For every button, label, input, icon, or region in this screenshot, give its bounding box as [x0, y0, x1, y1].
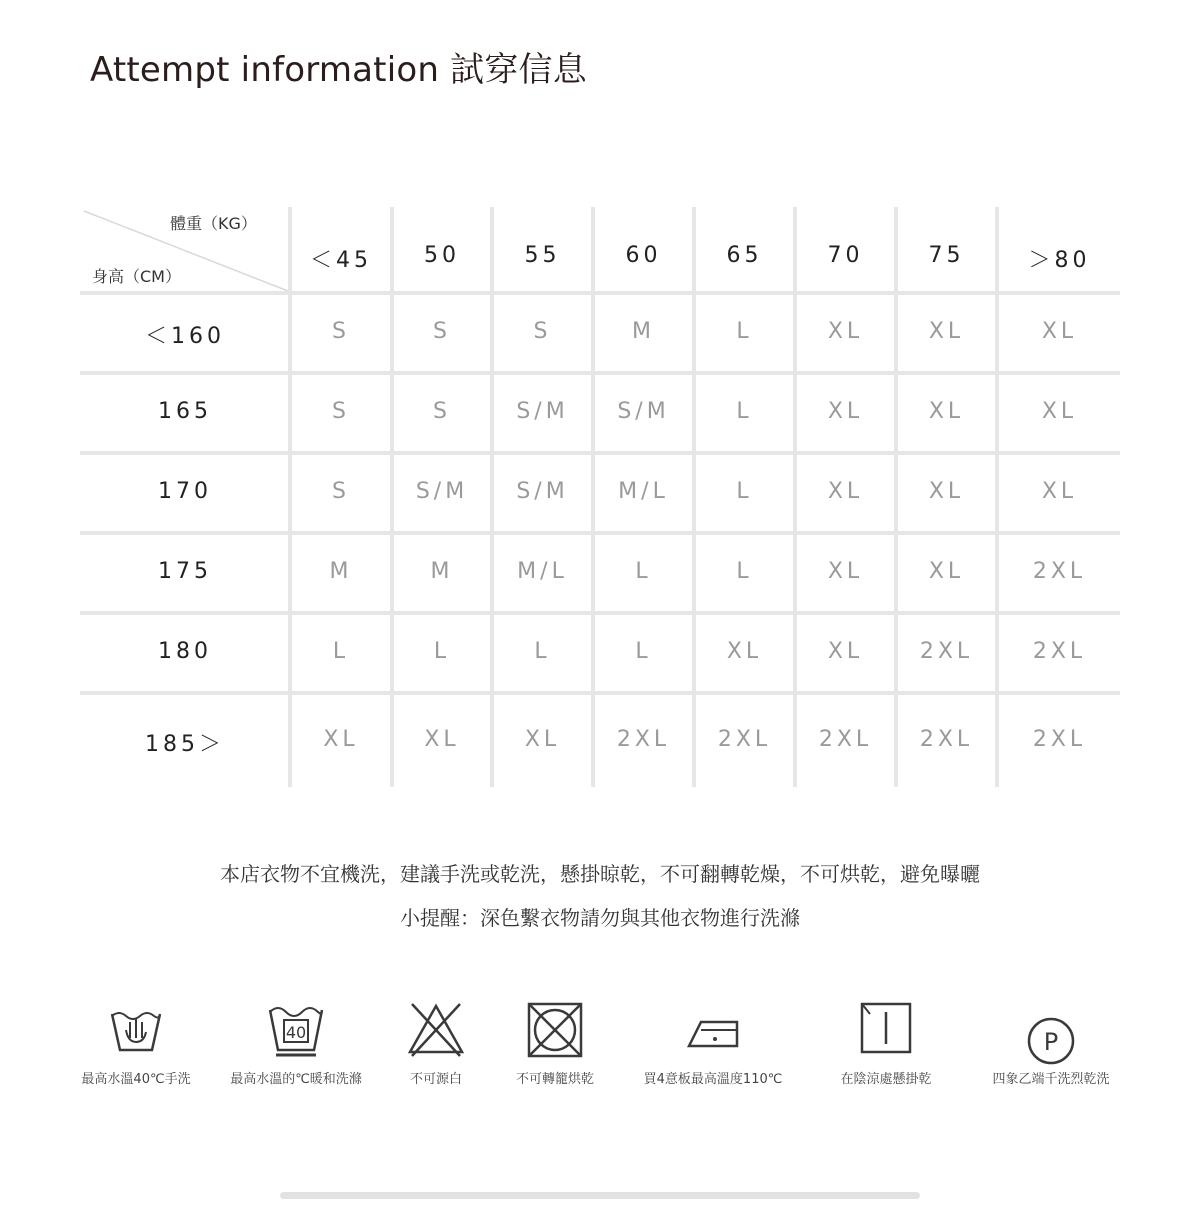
size-chart-table: [80, 207, 1120, 787]
weight-header: 65: [726, 243, 763, 268]
height-row-header: 175: [158, 559, 212, 584]
size-cell: L: [635, 639, 652, 664]
care-symbol-label: 最高水溫40℃手洗: [81, 1072, 191, 1087]
size-cell: 2XL: [717, 727, 772, 752]
size-cell: 2XL: [1032, 727, 1087, 752]
size-cell: L: [534, 639, 551, 664]
size-cell: M/L: [517, 559, 568, 584]
column-divider: [995, 207, 999, 787]
weight-header: 70: [827, 243, 864, 268]
weight-header: ＞80: [1028, 248, 1091, 273]
row-divider: [80, 451, 1120, 455]
size-cell: L: [433, 639, 451, 664]
size-cell: S/M: [516, 399, 569, 424]
size-cell: XL: [827, 479, 864, 504]
size-cell: 2XL: [919, 639, 974, 664]
size-cell: L: [736, 399, 753, 424]
care-symbol-label: 不可源白: [409, 1072, 463, 1087]
size-cell: M: [430, 559, 454, 584]
size-cell: XL: [928, 479, 965, 504]
weight-header: 75: [928, 243, 965, 268]
care-symbol-label: 在陰涼處懸掛乾: [840, 1072, 932, 1087]
size-cell: M: [632, 319, 655, 344]
column-divider: [692, 207, 696, 787]
size-cell: L: [736, 319, 753, 344]
care-symbol-label: 最高水溫的℃暖和洗滌: [230, 1072, 362, 1087]
size-cell: M/L: [618, 479, 669, 504]
weight-axis-label: 體重（KG）: [170, 214, 257, 233]
row-divider: [80, 371, 1120, 375]
column-divider: [591, 207, 595, 787]
size-cell: S: [332, 319, 350, 344]
page-title: Attempt information 試穿信息: [90, 50, 587, 90]
size-cell: XL: [726, 639, 763, 664]
hand-wash-icon: [104, 1002, 168, 1062]
height-row-header: 185＞: [145, 732, 225, 757]
size-cell: XL: [827, 639, 864, 664]
size-cell: S: [332, 399, 350, 424]
size-cell: L: [635, 559, 652, 584]
svg-text:40: 40: [285, 1023, 307, 1042]
iron-icon: [681, 1012, 745, 1056]
column-divider: [390, 207, 394, 787]
size-cell: L: [736, 559, 753, 584]
no-bleach-icon: [404, 1000, 468, 1062]
size-cell: S: [332, 479, 350, 504]
wash-40-icon: [264, 1000, 328, 1062]
care-symbol-label: 不可轉籠烘乾: [515, 1072, 595, 1087]
size-cell: XL: [1041, 479, 1078, 504]
svg-text:P: P: [1043, 1028, 1059, 1056]
height-row-header: 165: [158, 399, 212, 424]
size-cell: L: [332, 639, 350, 664]
care-instruction-text: 本店衣物不宜機洗，建議手洗或乾洗，懸掛晾乾，不可翻轉乾燥，不可烘乾，避免曝曬: [220, 862, 980, 886]
size-cell: S: [533, 319, 552, 344]
height-row-header: ＜160: [145, 324, 225, 349]
height-row-header: 170: [158, 479, 212, 504]
size-cell: XL: [928, 319, 965, 344]
size-cell: XL: [424, 727, 460, 752]
size-cell: XL: [827, 319, 864, 344]
column-divider: [793, 207, 797, 787]
row-divider: [80, 531, 1120, 535]
care-symbol-label: 四象乙端千洗烈乾洗: [992, 1072, 1110, 1087]
column-divider: [490, 207, 494, 787]
row-divider: [80, 291, 1120, 295]
height-row-header: 180: [158, 639, 212, 664]
size-cell: XL: [323, 727, 359, 752]
size-cell: 2XL: [1032, 639, 1087, 664]
weight-header: 50: [424, 243, 460, 268]
size-cell: S: [433, 319, 451, 344]
care-reminder-text: 小提醒：深色繫衣物請勿與其他衣物進行洗滌: [400, 906, 800, 930]
size-cell: XL: [524, 727, 561, 752]
size-cell: S/M: [516, 479, 569, 504]
line-dry-icon: [854, 1000, 918, 1060]
size-cell: S/M: [617, 399, 670, 424]
size-cell: XL: [928, 559, 965, 584]
size-cell: M: [329, 559, 353, 584]
column-divider: [288, 207, 292, 787]
weight-header: 60: [625, 243, 662, 268]
weight-header: ＜45: [310, 248, 372, 273]
size-cell: 2XL: [1032, 559, 1087, 584]
dry-clean-p-icon: [1019, 1014, 1083, 1072]
size-cell: 2XL: [818, 727, 873, 752]
size-cell: XL: [928, 399, 965, 424]
column-divider: [894, 207, 898, 787]
size-cell: 2XL: [616, 727, 671, 752]
size-cell: XL: [1041, 399, 1078, 424]
weight-header: 55: [524, 243, 561, 268]
row-divider: [80, 611, 1120, 615]
horizontal-scrollbar[interactable]: [280, 1192, 920, 1199]
height-axis-label: 身高（CM）: [92, 267, 181, 286]
size-cell: S/M: [415, 479, 469, 504]
size-cell: XL: [1041, 319, 1078, 344]
row-divider: [80, 691, 1120, 695]
care-symbol-label: 買4意板最高溫度110℃: [643, 1072, 783, 1087]
size-cell: L: [736, 479, 753, 504]
size-cell: 2XL: [919, 727, 974, 752]
size-cell: S: [433, 399, 451, 424]
size-cell: XL: [827, 399, 864, 424]
size-cell: XL: [827, 559, 864, 584]
no-tumble-dry-icon: [523, 1000, 587, 1064]
